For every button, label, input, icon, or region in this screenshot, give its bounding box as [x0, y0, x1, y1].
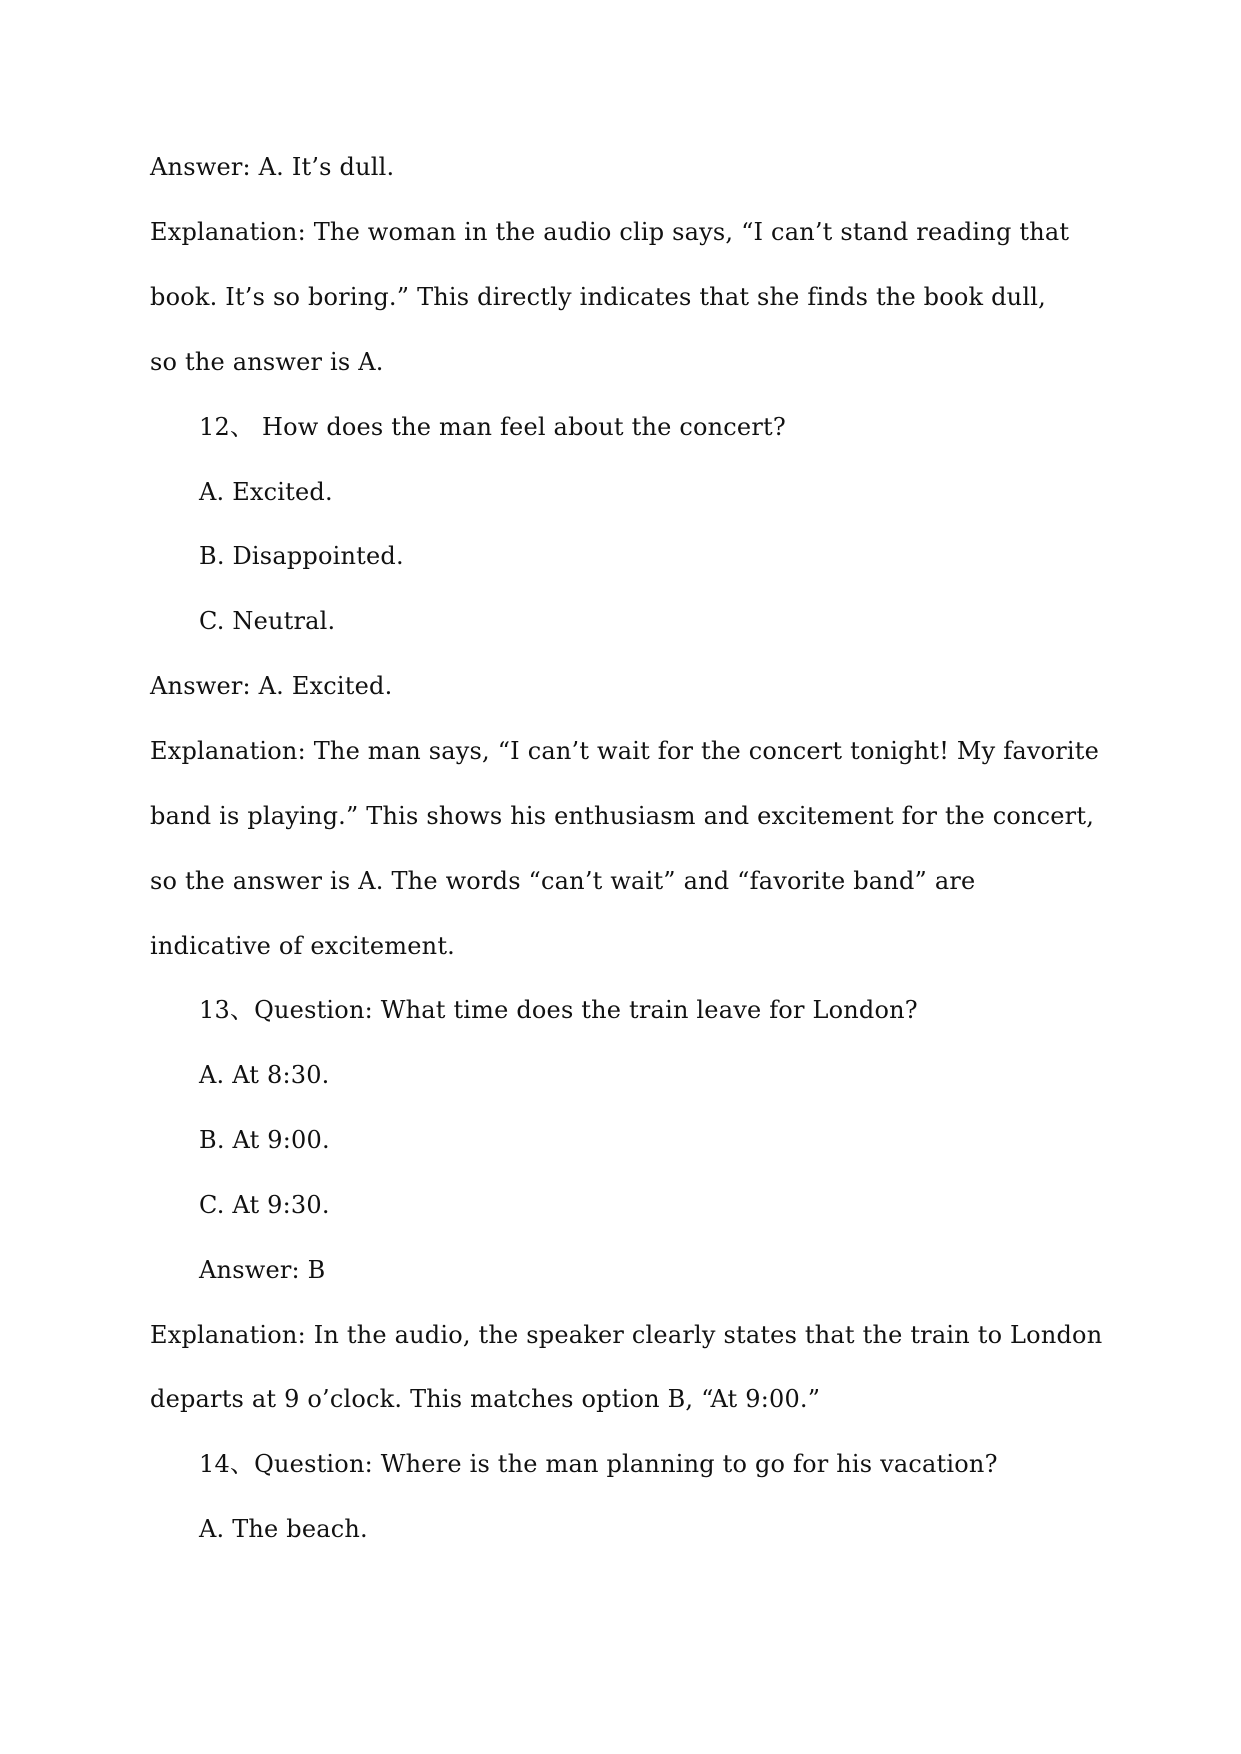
option-13-a: A. At 8:30.	[199, 1061, 330, 1089]
option-13-c: C. At 9:30.	[199, 1191, 330, 1219]
question-13: 13、Question: What time does the train leave for London?	[199, 996, 918, 1024]
answer-11: Answer: A. It’s dull.	[150, 153, 395, 181]
option-14-a: A. The beach.	[199, 1515, 368, 1543]
explanation-12-line-1: Explanation: The man says, “I can’t wait for the concert tonight! My favorite	[150, 737, 1100, 765]
option-12-a: A. Excited.	[199, 478, 333, 506]
option-12-c: C. Neutral.	[199, 607, 336, 635]
option-12-b: B. Disappointed.	[199, 542, 404, 570]
explanation-11-line-1: Explanation: The woman in the audio clip says, “I can’t stand reading that	[150, 218, 1070, 246]
explanation-12-line-4: indicative of excitement.	[150, 932, 455, 960]
explanation-12-line-3: so the answer is A. The words “can’t wait” and “favorite band” are	[150, 867, 976, 895]
option-13-b: B. At 9:00.	[199, 1126, 330, 1154]
answer-13: Answer: B	[199, 1256, 326, 1284]
explanation-11-line-2: book. It’s so boring.” This directly indicates that she finds the book dull,	[150, 283, 1046, 311]
answer-12: Answer: A. Excited.	[150, 672, 393, 700]
question-14: 14、Question: Where is the man planning to go for his vacation?	[199, 1450, 998, 1478]
question-12: 12、 How does the man feel about the concert?	[199, 413, 786, 441]
explanation-12-line-2: band is playing.” This shows his enthusiasm and excitement for the concert,	[150, 802, 1095, 830]
explanation-11-line-3: so the answer is A.	[150, 348, 384, 376]
explanation-13-line-2: departs at 9 o’clock. This matches option B, “At 9:00.”	[150, 1385, 821, 1413]
explanation-13-line-1: Explanation: In the audio, the speaker clearly states that the train to London	[150, 1321, 1103, 1349]
